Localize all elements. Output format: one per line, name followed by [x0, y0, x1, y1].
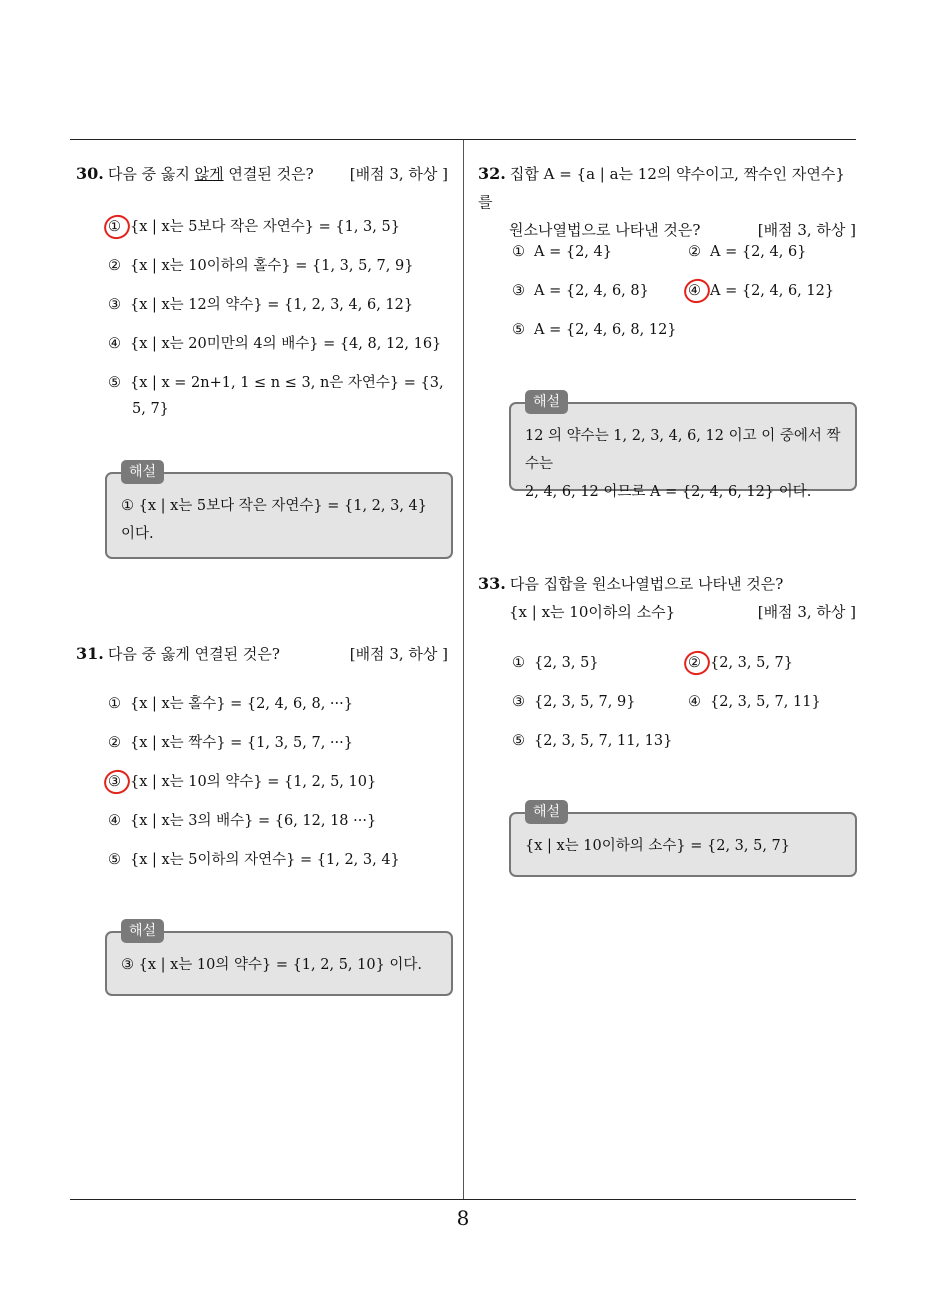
- question-number: 33.: [478, 574, 506, 593]
- solution-text-line1: ① {x | x는 5보다 작은 자연수} = {1, 2, 3, 4}: [121, 498, 427, 514]
- q32-solution-box: [509, 394, 857, 500]
- q32-option-5[interactable]: [512, 318, 677, 342]
- answer-mark-circle: ①: [108, 215, 130, 239]
- solution-text: ③ {x | x는 10의 약수} = {1, 2, 5, 10} 이다.: [121, 957, 423, 973]
- option-text: {2, 3, 5, 7}: [710, 655, 794, 671]
- option-text: {x | x는 12의 약수} = {1, 2, 3, 4, 6, 12}: [130, 297, 414, 313]
- option-text: {x | x는 짝수} = {1, 3, 5, 7, ···}: [130, 735, 353, 751]
- option-circle: ④: [688, 694, 701, 710]
- option-text: {x | x는 20미만의 4의 배수} = {4, 8, 12, 16}: [130, 336, 442, 352]
- solution-tag: 해설: [121, 919, 164, 943]
- solution-text-line2: 2, 4, 6, 12 이므로 A = {2, 4, 6, 12} 이다.: [525, 484, 812, 500]
- option-text: {x | x는 홀수} = {2, 4, 6, 8, ···}: [130, 696, 353, 712]
- option-circle: ⑤: [512, 733, 525, 749]
- solution-tag: 해설: [525, 800, 568, 824]
- option-text: {x | x는 5보다 작은 자연수} = {1, 3, 5}: [130, 219, 400, 235]
- underlined-word: 않게: [194, 165, 224, 183]
- answer-mark-circle: ②: [688, 651, 710, 675]
- option-text: {x | x = 2n+1, 1 ≤ n ≤ 3, n은 자연수} = {3,: [130, 375, 444, 391]
- option-text: A = {2, 4, 6, 8}: [534, 283, 649, 299]
- q31-option-3[interactable]: [108, 770, 376, 794]
- q33-option-3[interactable]: [512, 690, 635, 714]
- q31-option-4[interactable]: [108, 809, 376, 833]
- question-33-line2: [478, 598, 856, 626]
- score-label: [배점 3, 하상 ]: [757, 603, 856, 621]
- q30-solution-box: [105, 464, 453, 559]
- page-number: 8: [456, 1206, 470, 1230]
- column-divider: [463, 140, 464, 1200]
- question-33: [478, 570, 856, 626]
- q33-option-4[interactable]: [688, 690, 821, 714]
- q32-option-3[interactable]: [512, 279, 649, 303]
- q31-option-5[interactable]: [108, 848, 400, 872]
- question-text: 다음 중 옳지: [107, 165, 195, 183]
- option-circle: ①: [512, 244, 525, 260]
- question-32-line1: [478, 160, 856, 216]
- score-label: [배점 3, 하상 ]: [757, 221, 856, 239]
- question-text-end: 연결된 것은?: [223, 165, 314, 183]
- question-text: 집합 A = {a | a는 12의 약수이고, 짝수인 자연수}를: [478, 165, 845, 211]
- option-circle: ⑤: [512, 322, 525, 338]
- bottom-rule: [70, 1199, 856, 1200]
- solution-text: {x | x는 10이하의 소수} = {2, 3, 5, 7}: [525, 838, 790, 854]
- option-text: {x | x는 3의 배수} = {6, 12, 18 ···}: [130, 813, 377, 829]
- option-circle: ①: [108, 696, 121, 712]
- solution-tag: 해설: [121, 460, 164, 484]
- option-text: A = {2, 4, 6, 12}: [710, 283, 835, 299]
- option-text: {x | x는 10의 약수} = {1, 2, 5, 10}: [130, 774, 377, 790]
- q32-option-2[interactable]: [688, 240, 806, 264]
- q33-option-1[interactable]: [512, 651, 599, 675]
- question-number: 31.: [76, 644, 104, 663]
- q32-option-4[interactable]: [688, 279, 834, 303]
- option-text: {x | x는 10이하의 홀수} = {1, 3, 5, 7, 9}: [130, 258, 414, 274]
- question-text-line2: 원소나열법으로 나타낸 것은?: [509, 221, 701, 239]
- answer-mark-circle: ③: [108, 770, 130, 794]
- option-circle: ③: [108, 297, 121, 313]
- question-number: 32.: [478, 164, 506, 183]
- option-circle: ①: [512, 655, 525, 671]
- solution-text-line1: 12 의 약수는 1, 2, 3, 4, 6, 12 이고 이 중에서 짝수는: [525, 428, 841, 472]
- q31-solution-box: [105, 923, 453, 996]
- option-text: A = {2, 4, 6}: [710, 244, 807, 260]
- option-circle: ②: [108, 258, 121, 274]
- q33-option-2[interactable]: [688, 651, 793, 675]
- solution-tag: 해설: [525, 390, 568, 414]
- q30-option-3[interactable]: [108, 293, 413, 317]
- question-33-line1: [478, 570, 856, 598]
- q31-option-1[interactable]: [108, 692, 353, 716]
- question-30: [76, 160, 448, 188]
- question-text: 다음 집합을 원소나열법으로 나타낸 것은?: [509, 575, 784, 593]
- q31-option-2[interactable]: [108, 731, 353, 755]
- q32-option-1[interactable]: [512, 240, 612, 264]
- option-circle: ④: [108, 813, 121, 829]
- q30-option-4[interactable]: [108, 332, 441, 356]
- score-label: [배점 3, 하상 ]: [349, 645, 448, 663]
- option-circle: ③: [512, 283, 525, 299]
- q33-solution-box: [509, 804, 857, 877]
- question-31: [76, 640, 448, 668]
- option-text: {2, 3, 5}: [534, 655, 599, 671]
- option-circle: ②: [688, 244, 701, 260]
- question-31-header: [76, 640, 448, 668]
- question-text: 다음 중 옳게 연결된 것은?: [107, 645, 280, 663]
- score-label: [배점 3, 하상 ]: [349, 165, 448, 183]
- q30-option-1[interactable]: [108, 215, 400, 239]
- question-set-expression: {x | x는 10이하의 소수}: [509, 603, 676, 621]
- question-number: 30.: [76, 164, 104, 183]
- option-circle: ③: [512, 694, 525, 710]
- option-text: {x | x는 5이하의 자연수} = {1, 2, 3, 4}: [130, 852, 400, 868]
- option-text: A = {2, 4}: [534, 244, 612, 260]
- option-circle: ④: [108, 336, 121, 352]
- q30-option-5-continued: 5, 7}: [132, 401, 169, 417]
- solution-text-line2: 이다.: [121, 526, 154, 542]
- option-text: {2, 3, 5, 7, 9}: [534, 694, 636, 710]
- option-text: {2, 3, 5, 7, 11}: [710, 694, 821, 710]
- option-circle: ⑤: [108, 852, 121, 868]
- option-text: {2, 3, 5, 7, 11, 13}: [534, 733, 673, 749]
- question-32: [478, 160, 856, 244]
- q33-option-5[interactable]: [512, 729, 672, 753]
- answer-mark-circle: ④: [688, 279, 710, 303]
- option-circle: ②: [108, 735, 121, 751]
- option-text: A = {2, 4, 6, 8, 12}: [534, 322, 677, 338]
- option-circle: ⑤: [108, 375, 121, 391]
- q30-option-5[interactable]: [108, 371, 444, 395]
- question-30-header: [76, 160, 448, 188]
- q30-option-2[interactable]: [108, 254, 413, 278]
